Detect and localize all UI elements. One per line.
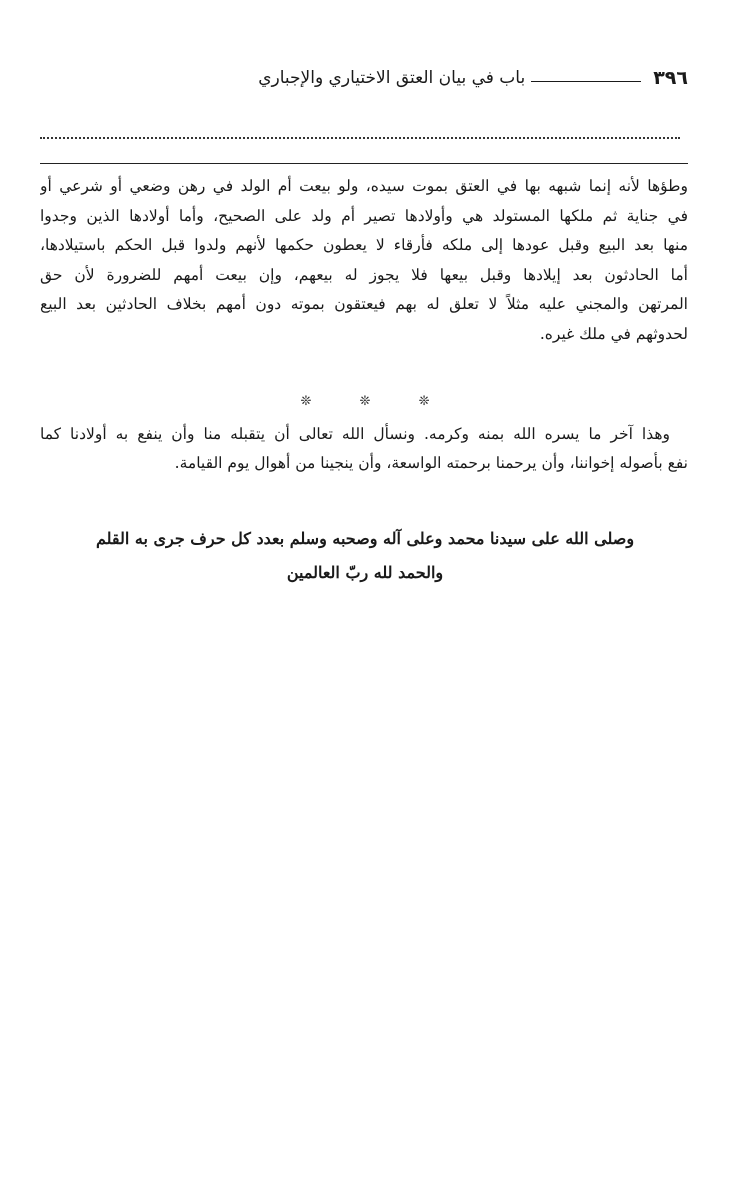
closing-blessing [60,522,670,590]
page-header [40,64,688,92]
closing-paragraph [40,420,688,478]
body-line: أما الحادثون بعد إيلادها وقبل بيعها فلا يجوز له بيعهم، وإن بيعت أمهم للضرورة لأن حق [40,265,688,284]
text-rule [40,163,688,164]
body-line: في جناية ثم ملكها المستولد هي وأولادها تصير أم ولد على الصحيح، وأما أولادها الذين وجدوا [40,206,688,225]
body-line: منها بعد البيع وقبل عودها إلى ملكه فأرقاء لا يعطون حكمها لأنهم ولدوا قبل الحكم باستيلادها، [40,236,688,255]
blessing-line: والحمد لله ربّ العالمين [286,563,444,582]
closing-line: وهذا آخر ما يسره الله بمنه وكرمه. ونسأل الله تعالى أن يتقبله منا وأن ينفع به أولادنا كما [40,425,670,443]
running-title: باب في بيان العتق الاختياري والإجباري [258,68,526,88]
page-number: ٣٩٦ [653,67,688,89]
body-line: لحدوثهم في ملك غيره. [539,324,688,343]
closing-line: نفع بأصوله إخواننا، وأن يرحمنا برحمته الواسعة، وأن ينجينا من أهوال يوم القيامة. [174,454,688,472]
section-separator: ❊ ❊ ❊ [300,394,452,409]
body-line: وطؤها لأنه إنما شبهه بها في العتق بموت سيده، ولو بيعت أم الولد في رهن وضعي أو شرعي أو [40,177,688,195]
body-line: المرتهن والمجني عليه مثلاً لا تعلق له بهم فيعتقون بموته دون أمهم بخلاف الحادثين بعد البيع [40,295,688,314]
body-paragraph [40,172,688,350]
header-rule [531,81,641,82]
dotted-divider [40,137,680,139]
blessing-line: وصلى الله على سيدنا محمد وعلى آله وصحبه وسلم بعدد كل حرف جرى به القلم [95,529,635,548]
